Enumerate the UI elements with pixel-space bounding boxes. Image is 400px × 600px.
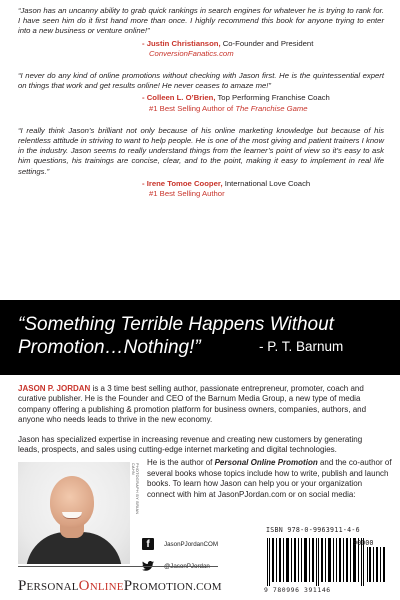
facebook-handle: JasonPJordanCOM	[164, 540, 218, 548]
photo-head	[50, 476, 94, 528]
brand-word: ROMOTION	[132, 581, 194, 593]
testimonial-role-line2: #1 Best Selling Author	[149, 189, 225, 199]
testimonials	[18, 6, 384, 199]
isbn-number: ISBN 978-0-9963911-4-6	[266, 526, 360, 534]
bio-paragraph-1	[18, 384, 384, 426]
contact-intro: He is the author of	[147, 458, 215, 467]
brand-word: ERSONAL	[26, 581, 79, 593]
testimonial-quote: “I really think Jason’s brilliant not only because of his online marketing knowledge but because of his relentless attitude in striving to want to help people. He is one of the most giving and patient trainers I know in the industry. Jason seems to really understand things from the learner’s point of view so it’s easy to ask him questions, his trainings are concise, clear, and to the point, making it easy to implement in real life settings.”	[18, 125, 384, 176]
barcode-digits: 9 780996 391146	[264, 586, 331, 594]
brand-word: NLINE	[89, 581, 124, 593]
bio-paragraph-2: Jason has specialized expertise in increasing revenue and creating new customers by generating leads, prospects, and sales using cutting-edge internet marketing and digital technologies.	[18, 434, 363, 455]
banner-quote-author: - P. T. Barnum	[259, 339, 344, 354]
testimonial-attribution	[142, 39, 384, 49]
testimonial-quote: “Jason has an uncanny ability to grab quick rankings in search engines for whatever he is trying to rank for. I have seen him do it first hand more than once. I highly recommend this book for anyone trying to enter into a new business or venture online!”	[18, 6, 384, 36]
price-code: 90000	[353, 539, 374, 547]
bio-author-name: JASON P. JORDAN	[18, 384, 91, 393]
testimonial-attribution	[142, 179, 384, 189]
brand-letter: P	[18, 578, 27, 594]
testimonial-3	[18, 126, 384, 199]
testimonial-author: - Justin Christianson,	[142, 38, 221, 48]
brand-letter: O	[78, 578, 90, 594]
testimonial-book-title: The Franchise Game	[235, 103, 308, 113]
author-bio	[18, 384, 384, 464]
bio-text: is a 3 time best selling author, passionate entrepreneur, promoter, coach and curative publisher. He is the Founder and CEO of the Barnum Media Group, a new type of media company offering a publishing & promotion platform for business owners, companies, authors, and anyone who needs leads to thrive in the new economy.	[18, 384, 367, 425]
testimonial-role: Top Performing Franchise Coach	[215, 93, 330, 103]
author-photo	[18, 462, 130, 564]
testimonial-attribution	[142, 93, 384, 103]
facebook-link[interactable]	[142, 536, 262, 552]
testimonial-author: - Irene Tomoe Cooper,	[142, 178, 223, 188]
banner-quote: “Something Terrible Happens Without Promotion…Nothing!”	[18, 314, 334, 358]
author-contact-text	[147, 458, 392, 500]
testimonial-role-prefix: #1 Best Selling Author of	[149, 103, 236, 113]
testimonial-quote: “I never do any kind of online promotions without checking with Jason first. He is the quintessential expert on things that work and get results online! He never ceases to amaze me!”	[18, 71, 384, 91]
brand-logo	[18, 578, 222, 595]
isbn-barcode	[263, 526, 387, 596]
brand-suffix: .COM	[193, 581, 222, 593]
brand-letter: P	[123, 578, 133, 594]
testimonial-role-line2	[149, 104, 384, 114]
facebook-icon: f	[142, 538, 154, 550]
testimonial-2	[18, 71, 384, 114]
testimonial-role: International Love Coach	[222, 178, 311, 188]
brand-divider	[18, 566, 218, 567]
testimonial-1	[18, 6, 384, 59]
testimonial-author: - Colleen L. O’Brien,	[142, 93, 216, 103]
testimonial-role: Co-Founder and President	[220, 38, 314, 48]
contact-rest: and the co-author of several books whose topics include how to write, publish and launch books. To learn how Jason can help you or your organization connect with him at JasonPJordan.com or on social media:	[147, 458, 392, 499]
photo-credit: PHOTOGRAPH BY BRIAN CAHN	[131, 463, 139, 515]
testimonial-role-line2	[149, 49, 384, 59]
social-links	[142, 536, 262, 580]
twitter-handle: @JasonPJordan	[164, 562, 210, 570]
book-title: Personal Online Promotion	[214, 458, 318, 467]
testimonial-website: ConversionFanatics.com	[149, 48, 234, 58]
